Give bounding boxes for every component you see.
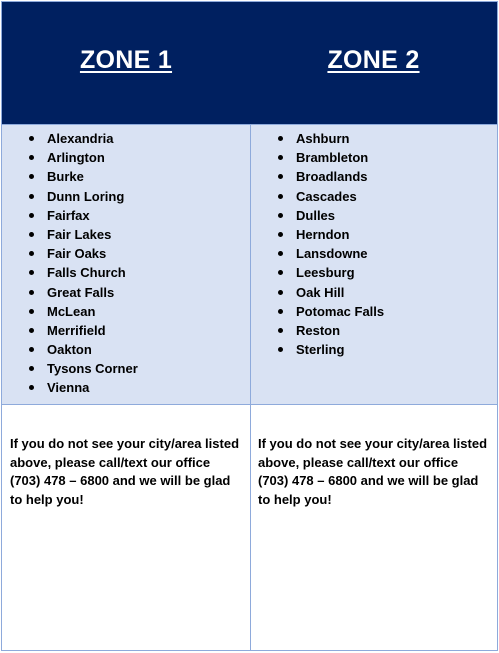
city-name: Reston <box>296 322 341 338</box>
city-list-item <box>28 148 138 167</box>
city-list-item <box>277 167 384 186</box>
city-list-item <box>277 225 384 244</box>
city-name: Broadlands <box>296 169 368 185</box>
city-name: Dulles <box>296 207 336 223</box>
city-list-item <box>28 225 138 244</box>
city-name: Oakton <box>47 342 92 358</box>
city-list-item <box>28 283 138 302</box>
zone-1-city-list <box>28 129 138 398</box>
city-list-item <box>277 283 384 302</box>
city-name: Merrifield <box>47 322 106 338</box>
bullet-icon <box>278 174 283 179</box>
zone-table <box>1 1 498 651</box>
city-list-item <box>277 321 384 340</box>
city-name: Ashburn <box>296 131 350 146</box>
zone-2-title: ZONE 2 <box>327 46 420 74</box>
city-list-item <box>28 167 138 186</box>
bullet-icon <box>29 270 34 275</box>
zone-2-city-list <box>277 129 384 359</box>
bullet-icon <box>278 155 283 160</box>
city-list-item <box>28 359 138 378</box>
city-list-item <box>277 263 384 282</box>
city-name: Leesburg <box>296 265 355 281</box>
bullet-icon <box>29 194 34 199</box>
city-list-item <box>28 302 138 321</box>
bullet-icon <box>29 290 34 295</box>
city-list-item <box>28 378 138 397</box>
bullet-icon <box>29 328 34 333</box>
city-name: Sterling <box>296 342 345 358</box>
bullet-icon <box>278 251 283 256</box>
city-list-item <box>28 129 138 148</box>
bullet-icon <box>278 270 283 275</box>
city-list-item <box>277 129 384 148</box>
city-name: Falls Church <box>47 265 126 281</box>
city-name: Fair Oaks <box>47 246 107 262</box>
bullet-icon <box>29 174 34 179</box>
city-name: Vienna <box>47 380 90 396</box>
bullet-icon <box>29 366 34 371</box>
city-name: McLean <box>47 303 96 319</box>
zone-1-title: ZONE 1 <box>79 46 173 74</box>
bullet-icon <box>278 232 283 237</box>
city-list-item <box>277 340 384 359</box>
bullet-icon <box>29 347 34 352</box>
city-name: Oak Hill <box>296 284 345 300</box>
city-list-item <box>28 244 138 263</box>
header-row <box>2 2 497 124</box>
city-name: Lansdowne <box>296 246 368 262</box>
bullet-icon <box>278 136 283 141</box>
city-name: Brambleton <box>296 150 369 166</box>
bullet-icon <box>278 328 283 333</box>
city-list-item <box>277 206 384 225</box>
city-name: Alexandria <box>47 131 114 146</box>
bullet-icon <box>278 347 283 352</box>
city-name: Tysons Corner <box>47 361 138 377</box>
city-name: Arlington <box>47 150 105 166</box>
city-list-item <box>28 263 138 282</box>
city-list-item <box>28 187 138 206</box>
bullet-icon <box>29 309 34 314</box>
zone-1-contact-note: If you do not see your city/area listed above, please call/text our office (703) 478 – 6800 and we will be glad to help you! <box>10 436 240 507</box>
bullet-icon <box>29 232 34 237</box>
bullet-icon <box>278 290 283 295</box>
bullet-icon <box>278 194 283 199</box>
city-name: Potomac Falls <box>296 303 385 319</box>
city-name: Herndon <box>296 226 350 242</box>
bullet-icon <box>29 213 34 218</box>
zone-2-contact-note: If you do not see your city/area listed above, please call/text our office (703) 478 – 6800 and we will be glad to help you! <box>258 436 488 507</box>
bullet-icon <box>29 251 34 256</box>
city-name: Great Falls <box>47 284 115 300</box>
city-list-item <box>277 187 384 206</box>
city-name: Fairfax <box>47 207 90 223</box>
city-list-item <box>277 148 384 167</box>
bullet-icon <box>29 136 34 141</box>
city-list-item <box>28 206 138 225</box>
city-name: Dunn Loring <box>47 188 125 204</box>
city-name: Burke <box>47 169 84 185</box>
bullet-icon <box>29 155 34 160</box>
column-divider <box>250 124 251 650</box>
city-list-item <box>277 244 384 263</box>
city-list-item <box>28 340 138 359</box>
city-name: Cascades <box>296 188 357 204</box>
city-list-item <box>28 321 138 340</box>
city-list-item <box>277 302 384 321</box>
city-name: Fair Lakes <box>47 226 112 242</box>
bullet-icon <box>278 213 283 218</box>
bullet-icon <box>278 309 283 314</box>
bullet-icon <box>29 385 34 390</box>
